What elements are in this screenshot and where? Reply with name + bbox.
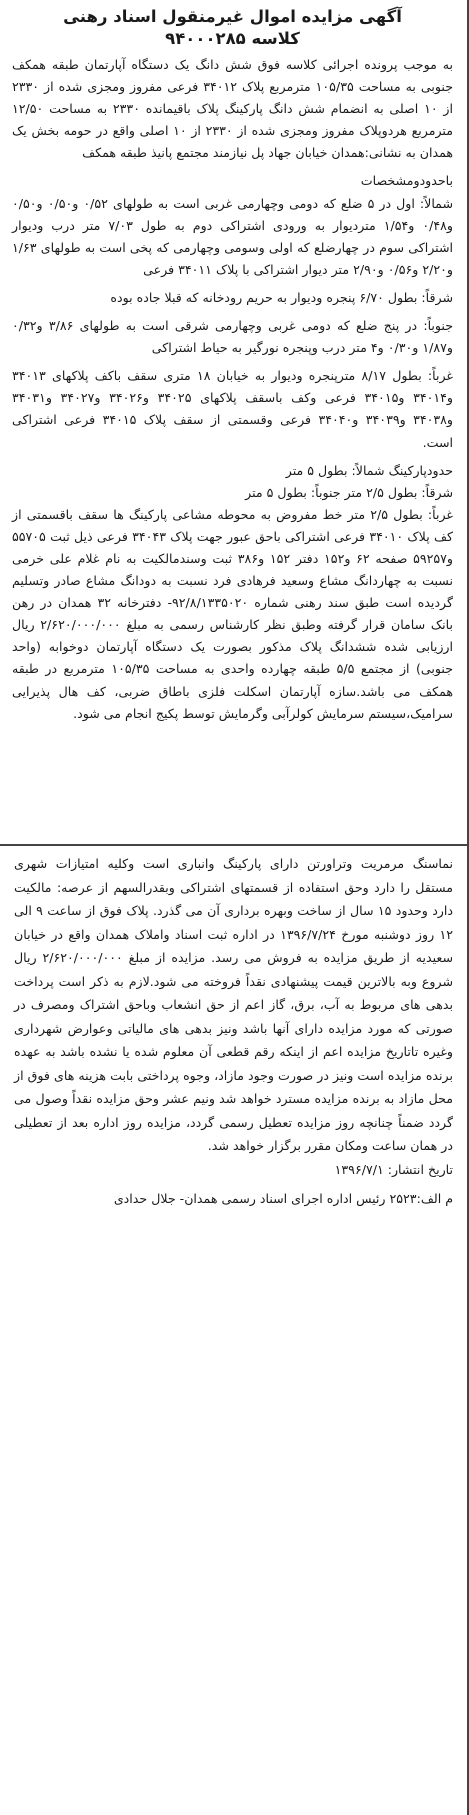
boundary-west: غرباً: بطول ۸/۱۷ مترپنجره ودیوار به خیابان ۱۸ متری سقف باکف پلاکهای ۳۴۰۱۳ و۳۴۰۱۴ و۳۴۰۱۵ فرعی وکف باسقف پلاکهای ۳۴۰۲۵ و۳۴۰۲۶ و۳۴۰۲۷ و۳۴۰۳۱ و۳۴۰۳۸ و۳۴۰۳۹ و۳۴۰۴۰ فرعی وقسمتی از سقف پلاک ۳۴۰۱۵ فرعی اشتراکی است. bbox=[12, 368, 454, 450]
boundary-east: شرقاً: بطول ۶/۷۰ پنجره ودیوار به حریم رودخانه که قبلا جاده بوده bbox=[110, 289, 453, 305]
parking-boundary-north: حدودپارکینگ شمالاً: بطول ۵ متر bbox=[285, 462, 453, 478]
boundaries-heading: باحدودومشخصات bbox=[360, 173, 453, 189]
signature: م الف:۲۵۲۳ رئیس اداره اجرای اسناد رسمی همدان- جلال حدادی bbox=[113, 1191, 453, 1206]
parking-boundary-west-and-ownership: غرباً: بطول ۲/۵ متر خط مفروض به محوطه مشاعی پارکینگ ها سقف باقسمتی از کف پلاک ۳۴۰۱۰ فرعی اشتراکی باحق عبور جهت پلاک ۳۴۰۴۳ فرعی ذیل ثبت ۵۵۷۰۵ و۵۹۲۵۷ صفحه ۶۲ و۱۵۲ دفتر ۱۵۲ و۳۸۶ ثبت وسندمالکیت به نام غلام علی خرمی نسبت به چهاردانگ مشاع وسعید فرهادی فرد نسبت به دودانگ مشاع صادر وتسلیم گردیده است طبق سند رهنی شماره ۹۲/۸/۱۳۳۵۰۲۰- دفترخانه ۳۲ همدان در رهن بانک سامان قرار گرفته وطبق نظر کارشناس رسمی به مبلغ ۲/۶۲۰/۰۰۰/۰۰۰ ریال ارزیابی شده ششدانگ پلاک مذکور بصورت یک دستگاه آپارتمان دوخوابه (واحد جنوبی) از مجتمع ۵/۵ طبقه چهارده واحدی به مساحت ۱۰۵/۳۵ مترمربع در طبقه همکف می باشد.سازه آپارتمان اسکلت فلزی باطاق ضربی، کف هال پذیرایی سرامیک،سیستم سرمایش کولرآبی وگرمایش توسط پکیج انجام می شود. bbox=[12, 506, 454, 721]
property-description: به موجب پرونده اجرائی کلاسه فوق شش دانگ یک دستگاه آپارتمان طبقه همکف جنوبی به مساحت ۱۰۵/۳۵ مترمربع پلاک ۳۴۰۱۲ فرعی مفروز ومجزی شده از ۲۳۳۰ از ۱۰ اصلی به انضمام شش دانگ پارکینگ پلاک باقیمانده ۲۳۳۰ به مساحت ۱۲/۵۰ مترمربع هردوپلاک مفروز ومجزی شده از ۲۳۳۰ از ۱۰ اصلی واقع در حومه بخش یک همدان به نشانی:همدان خیابان جهاد پل نیازمند مجتمع پانیذ طبقه همکف bbox=[12, 57, 453, 161]
auction-terms: نماسنگ مرمریت وتراورتن دارای پارکینگ وانباری است وکلیه امتیازات شهری مستقل را دارد وحق استفاده از قسمتهای اشتراکی وبقدرالسهم از عرصه: مالکیت دارد وحدود ۱۵ سال از ساخت وبهره برداری آن می گذرد. پلاک فوق از ساعت ۹ الی ۱۲ روز دوشنبه مورخ ۱۳۹۶/۷/۲۴ در اداره ثبت اسناد واملاک همدان واقع در خیابان سعیدیه از طریق مزایده به فروش می رسد. مزایده از مبلغ ۲/۶۲۰/۰۰۰/۰۰۰ ریال شروع وبه بالاترین قیمت پیشنهادی نقداً فروخته می شود.لازم به ذکر است پرداخت بدهی های مربوط به آب، برق، گاز اعم از حق انشعاب وباحق اشتراک ومصرف در صورتی که مورد مزایده دارای آنها باشد ونیز بدهی های مالیاتی وعوارض شهرداری وغیره تاتاریخ مزایده اعم از اینکه رقم قطعی آن معلوم شده یا نشده باشد به عهده برنده مزایده است ونیز در صورت وجود مازاد، وجوه پرداختی بابت هزینه های فوق از محل مازاد به برنده مزایده مسترد خواهد شد ونیم عشر وحق مزایده نقداً وصول می گردد ضمناً چنانچه روز مزایده تعطیل رسمی گردد، مزایده روز اداره بعد از تعطیلی در همان ساعت ومکان مقرر برگزار خواهد شد. bbox=[14, 856, 453, 1153]
notice-title: آگهی مزایده اموال غیرمنقول اسناد رهنی bbox=[63, 7, 402, 26]
file-number: کلاسه ۹۴۰۰۰۲۸۵ bbox=[165, 29, 300, 48]
boundary-south: جنوباً: در پنج ضلع که دومی غربی وچهارمی شرقی است به طولهای ۳/۸۶ و۰/۳۲ و۱/۸۷ و۰/۳۰ و۴ متر درب وپنجره نورگیر به حیاط اشتراکی bbox=[12, 318, 454, 356]
notice-column-2 bbox=[0, 844, 469, 1815]
boundary-north: شمالاً: اول در ۵ ضلع که دومی وچهارمی غربی است به طولهای ۰/۵۲ و۰/۵۰ و۰/۵۰ و۰/۴۸ و۱/۵۴ متردیوار به ورودی اشتراکی دوم به طول ۷/۰۳ متر درب ودیوار اشتراکی سوم در چهارضلع که اولی وسومی وچهارمی که پخی است به طولهای ۱/۶۳ و۲/۲۰ و۰/۵۶ و۲/۹۰ متر دیوار اشتراکی با پلاک ۳۴۰۱۱ فرعی bbox=[12, 195, 454, 277]
notice-column-1 bbox=[0, 0, 469, 844]
publication-date: تاریخ انتشار: ۱۳۹۶/۷/۱ bbox=[334, 1161, 453, 1177]
parking-boundary-east-south: شرقاً: بطول ۲/۵ متر جنوباً: بطول ۵ متر bbox=[245, 484, 453, 500]
